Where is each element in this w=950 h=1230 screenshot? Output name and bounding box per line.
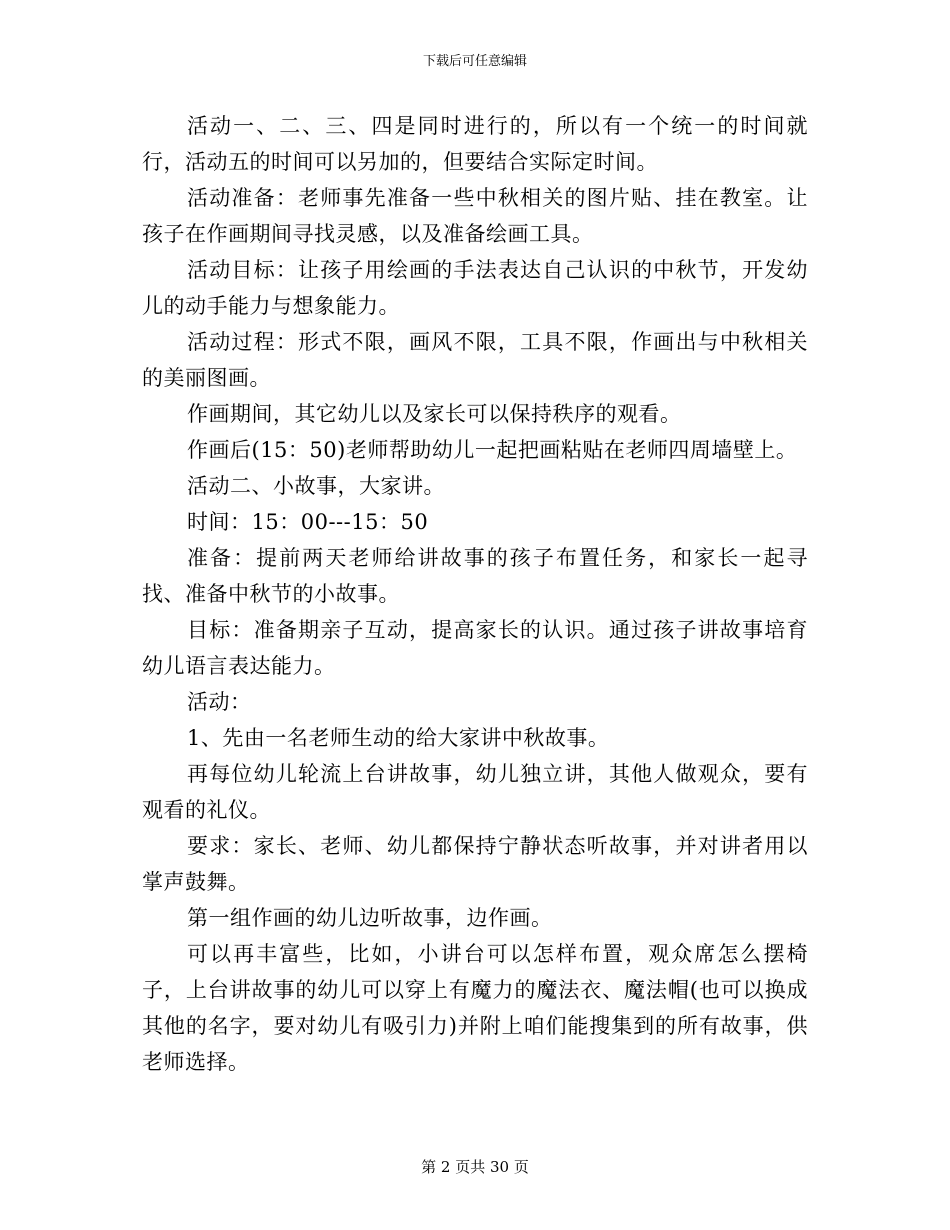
- paragraph: 活动过程：形式不限，画风不限，工具不限，作画出与中秋相关的美丽图画。: [142, 330, 808, 390]
- paragraph: 准备：提前两天老师给讲故事的孩子布置任务，和家长一起寻找、准备中秋节的小故事。: [142, 546, 808, 606]
- paragraph: 可以再丰富些，比如，小讲台可以怎样布置，观众席怎么摆椅子，上台讲故事的幼儿可以穿上有魔力的魔法衣、魔法帽(也可以换成其他的名字，要对幼儿有吸引力)并附上咱们能搜集到的所有故事，供老师选择。: [142, 942, 808, 1074]
- document-body: [142, 108, 808, 1080]
- paragraph: 活动目标：让孩子用绘画的手法表达自己认识的中秋节，开发幼儿的动手能力与想象能力。: [142, 258, 808, 318]
- paragraph: 1、先由一名老师生动的给大家讲中秋故事。: [187, 726, 610, 750]
- paragraph: 时间：15：00---15：50: [187, 510, 429, 534]
- paragraph: 要求：家长、老师、幼儿都保持宁静状态听故事，并对讲者用以掌声鼓舞。: [142, 834, 808, 894]
- paragraph: 活动一、二、三、四是同时进行的，所以有一个统一的时间就行，活动五的时间可以另加的，但要结合实际定时间。: [142, 114, 808, 174]
- paragraph: 活动准备：老师事先准备一些中秋相关的图片贴、挂在教室。让孩子在作画期间寻找灵感，以及准备绘画工具。: [142, 186, 808, 246]
- paragraph: 活动二、小故事，大家讲。: [187, 474, 445, 498]
- paragraph: 第一组作画的幼儿边听故事，边作画。: [187, 906, 553, 930]
- paragraph: 作画后(15：50)老师帮助幼儿一起把画粘贴在老师四周墙壁上。: [187, 438, 798, 462]
- paragraph: 作画期间，其它幼儿以及家长可以保持秩序的观看。: [187, 402, 682, 426]
- paragraph: 活动：: [187, 690, 252, 714]
- page-footer: 第 2 页共 30 页: [421, 1158, 529, 1176]
- paragraph: 再每位幼儿轮流上台讲故事，幼儿独立讲，其他人做观众，要有观看的礼仪。: [142, 762, 808, 822]
- page-header: 下载后可任意编辑: [422, 54, 527, 69]
- paragraph: 目标：准备期亲子互动，提高家长的认识。通过孩子讲故事培育幼儿语言表达能力。: [142, 618, 808, 678]
